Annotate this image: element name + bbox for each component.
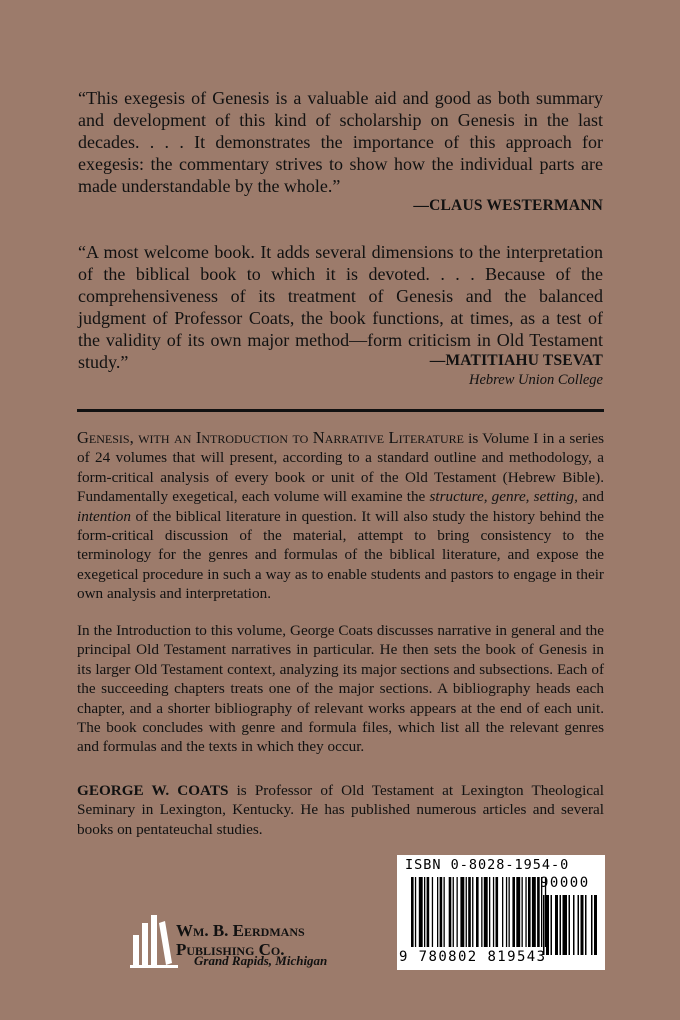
p1-intention: intention [77, 507, 131, 525]
publisher-city: Grand Rapids, Michigan [194, 953, 328, 968]
barcode-bar [532, 877, 536, 947]
quote-tsevat: “A most welcome book. It adds several dimensions to the interpretation of the biblical book to which it is devoted. . . . Because of the comprehensiveness of its treatment of Genesis and the balanced judgment of Professor Coats, the book functions, at times, as a test of the validity of its own major method—form criticism in Old Testament study.” [78, 242, 603, 372]
barcode-bar [440, 877, 443, 947]
author-name: GEORGE W. COATS [77, 782, 229, 799]
description-paragraph-2: In the Introduction to this volume, George Coats discusses narrative in general and the principal Old Testament narratives in particular. He then sets the book of Genesis in its larger Old Testament context, analyzing its major sections and subsections. Each of the succeeding chapters treats one of the major sections. A bibliography heads each chapter, and a shorter bibliography of relevant works appears at the end of each unit. The book concludes with genre and formula files, which list all the relevant genres and formulas and the texts in which they occur. [77, 622, 604, 756]
p1-text-a: is Volume I in a series of 24 volumes that will present, according to a standard outline and methodology, a form-critical analysis of every book or unit of the Old Testament (Hebrew Bible). Fundamentally exegetical, each volume will examine the [77, 430, 604, 506]
author-bio-text: is Professor of Old Testament at Lexington Theological Seminary in Lexington, Kentucky. He has published numerous articles and several books on pentateuchal studies. [77, 782, 605, 838]
barcode-bar [522, 877, 523, 947]
p1-and: and [577, 488, 604, 506]
publisher-name-line2: Publishing Co. [176, 940, 285, 959]
affiliation-tsevat: Hebrew Union College [469, 372, 603, 388]
barcode-bar [512, 877, 515, 947]
barcode-bar [427, 877, 430, 947]
barcode-bar [506, 877, 507, 947]
barcode-bar [476, 877, 479, 947]
isbn-label: ISBN 0-8028-1954-0 [405, 857, 570, 873]
barcode-ean-digits: 9 780802 819543 [399, 949, 547, 965]
barcode-addon-bar [573, 895, 575, 955]
barcode-bar [460, 877, 464, 947]
barcode-bar [432, 877, 433, 947]
attribution-tsevat: —MATITIAHU TSEVAT [429, 352, 603, 369]
book-title: Genesis, with an Introduction to Narrative Literature [77, 428, 464, 447]
barcode-bar [415, 877, 416, 947]
author-bio [77, 781, 604, 839]
barcode-addon-bar [578, 895, 580, 955]
barcode-bar [496, 877, 499, 947]
barcode-bar [411, 877, 414, 947]
barcode-bar [453, 877, 454, 947]
barcode-addon-bar [569, 895, 571, 955]
barcode-bar [437, 877, 438, 947]
barcode-bar [444, 877, 445, 947]
barcode-bar [466, 877, 467, 947]
barcode-bar [493, 877, 494, 947]
divider-rule [77, 409, 604, 412]
barcode-addon-bar [560, 895, 562, 955]
description-paragraph-1 [77, 428, 604, 604]
publisher-name-line1: Wm. B. Eerdmans [176, 921, 305, 940]
barcode-addon-bar [555, 895, 558, 955]
barcode-bar [472, 877, 473, 947]
barcode-bar [528, 877, 531, 947]
barcode-bar [509, 877, 510, 947]
barcode-bar [468, 877, 471, 947]
barcode-bar [525, 877, 526, 947]
attribution-westermann: —CLAUS WESTERMANN [413, 197, 603, 214]
barcode-addon-bar [551, 895, 553, 955]
barcode-bar [516, 877, 520, 947]
barcode-panel [397, 855, 605, 970]
barcode-addon-bar [585, 895, 587, 955]
barcode-addon-bar [563, 895, 568, 955]
barcode-bar [489, 877, 490, 947]
barcode-bar [419, 877, 423, 947]
barcode-bar [457, 877, 458, 947]
barcode-addon-digits: 90000 [540, 875, 590, 891]
p1-text-b: of the biblical literature in question. It will also study the history behind the form-critical discussion of the material, attempt to bring consistency to the terminology for the genres and formulas of the biblical literature, and expose the exegetical procedure in such a way as to enable students and pastors to engage in their own analysis and interpretation. [77, 507, 604, 603]
barcode-addon-bar [591, 895, 593, 955]
barcode-bar [502, 877, 503, 947]
barcode-addon-bar [581, 895, 584, 955]
p1-structure-terms: structure, genre, setting, [429, 488, 578, 506]
barcode-addon-bar [543, 895, 545, 955]
barcode-addon-bar [594, 895, 597, 955]
barcode-bar [449, 877, 452, 947]
barcode-bar [481, 877, 482, 947]
publisher-logo-icon [128, 913, 178, 975]
barcode-bar [424, 877, 425, 947]
barcode-addon-bar [546, 895, 549, 955]
barcode-bar [484, 877, 488, 947]
quote-westermann: “This exegesis of Genesis is a valuable aid and good as both summary and development of this kind of scholarship on Genesis in the last decades. . . . It demonstrates the importance of this approach for exegesis: the commentary strives to show how the individual parts are made understandable by the whole.” [78, 88, 603, 196]
